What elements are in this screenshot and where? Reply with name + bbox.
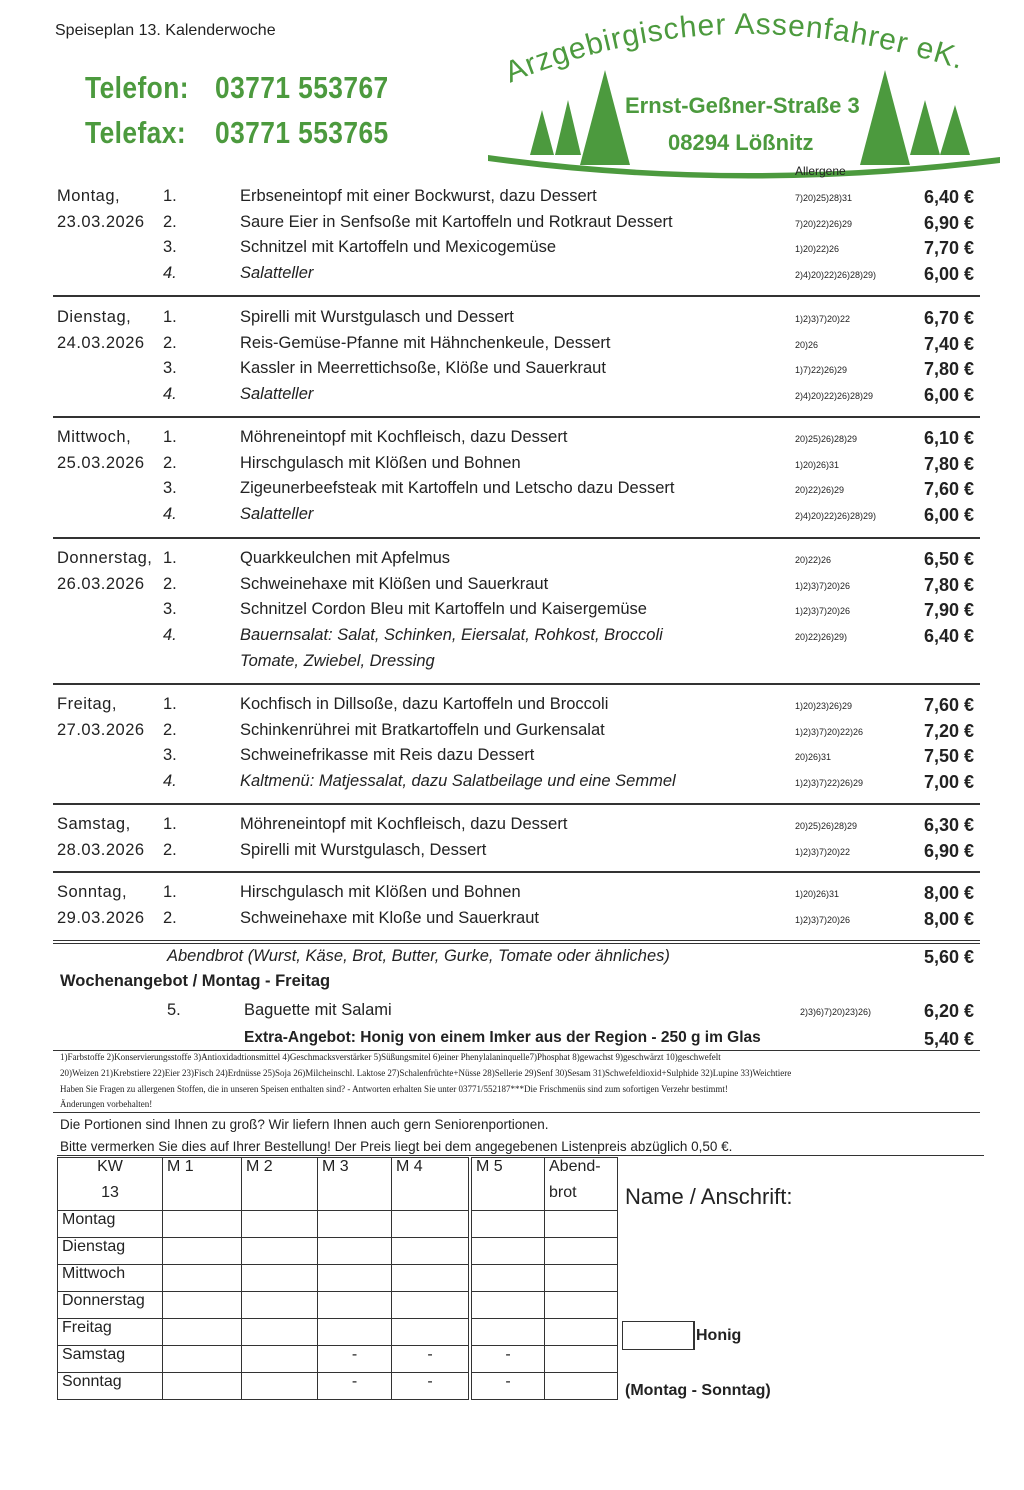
order-form-table bbox=[57, 1157, 618, 1400]
order-quantity-cell[interactable] bbox=[163, 1292, 242, 1319]
item-number: 4. bbox=[163, 385, 177, 404]
item-number: 4. bbox=[163, 505, 177, 524]
menu-item-row bbox=[0, 883, 1024, 907]
day-date: 23.03.2026 bbox=[57, 212, 145, 231]
divider bbox=[57, 1155, 984, 1156]
dish-name: Reis-Gemüse-Pfanne mit Hähnchenkeule, Dessert bbox=[240, 333, 611, 352]
item-number: 4. bbox=[163, 772, 177, 791]
honig-label: Honig bbox=[696, 1327, 742, 1344]
item-number: 2. bbox=[163, 840, 177, 859]
wochenangebot-allergens: 2)3)6)7)20)23)26) bbox=[800, 1007, 872, 1017]
order-quantity-cell[interactable] bbox=[242, 1265, 318, 1292]
allergen-codes: 1)2)3)7)20)26 bbox=[795, 580, 851, 591]
order-quantity-cell[interactable] bbox=[242, 1373, 318, 1400]
price: 7,40 € bbox=[923, 333, 974, 354]
price: 7,60 € bbox=[923, 695, 974, 715]
order-abendbrot-cell[interactable] bbox=[545, 1373, 618, 1400]
brot-label: brot bbox=[549, 1184, 577, 1201]
dish-name: Salatteller bbox=[240, 505, 314, 524]
item-number: 3. bbox=[163, 600, 177, 619]
order-day: Mittwoch bbox=[58, 1265, 163, 1292]
day-divider bbox=[53, 683, 980, 685]
order-row bbox=[58, 1373, 618, 1400]
day-divider bbox=[53, 803, 980, 805]
menu-item-row bbox=[0, 264, 1024, 288]
item-number: 4. bbox=[163, 264, 177, 283]
menu-item-row bbox=[0, 213, 1024, 237]
allergen-codes: 1)2)3)7)20)22)26 bbox=[795, 726, 864, 737]
abendbrot-row bbox=[0, 947, 1024, 971]
day-name: Donnerstag, bbox=[57, 549, 153, 567]
item-number: 2. bbox=[163, 453, 177, 472]
order-quantity-cell[interactable] bbox=[470, 1211, 545, 1238]
telefon-number: 03771 553767 bbox=[215, 70, 389, 105]
order-abendbrot-cell[interactable] bbox=[545, 1211, 618, 1238]
allergen-codes: 2)4)20)22)26)28)29) bbox=[795, 270, 877, 281]
kw-label: KW bbox=[97, 1158, 123, 1175]
allergen-codes: 1)7)22)26)29 bbox=[795, 365, 848, 376]
day-divider bbox=[53, 416, 980, 418]
order-abendbrot-cell[interactable] bbox=[545, 1238, 618, 1265]
menu-item-row bbox=[0, 479, 1024, 503]
day-name: Sonntag, bbox=[57, 883, 128, 901]
price: 6,30 € bbox=[923, 815, 974, 835]
menu-item-row bbox=[0, 841, 1024, 865]
price: 8,00 € bbox=[923, 908, 974, 929]
menu-item-row bbox=[0, 238, 1024, 262]
dish-name: Hirschgulasch mit Klößen und Bohnen bbox=[240, 453, 521, 472]
order-quantity-cell[interactable] bbox=[392, 1319, 471, 1346]
dish-name: Spirelli mit Wurstgulasch und Dessert bbox=[240, 308, 514, 326]
price: 7,70 € bbox=[923, 238, 974, 259]
extra-price: 5,40 € bbox=[923, 1029, 974, 1049]
dish-name: Möhreneintopf mit Kochfleisch, dazu Dessert bbox=[240, 815, 568, 833]
order-day: Dienstag bbox=[58, 1238, 163, 1265]
day-date: 29.03.2026 bbox=[57, 908, 145, 927]
logo-street: Ernst-Geßner-Straße 3 bbox=[625, 93, 860, 118]
item-number: 3. bbox=[163, 359, 177, 378]
order-row bbox=[58, 1292, 618, 1319]
order-quantity-cell[interactable]: - bbox=[318, 1346, 392, 1373]
order-quantity-cell[interactable] bbox=[242, 1346, 318, 1373]
order-quantity-cell[interactable] bbox=[318, 1265, 392, 1292]
kw-value: 13 bbox=[101, 1184, 119, 1201]
allergen-codes: 20)26 bbox=[795, 339, 819, 350]
dish-name: Schinkenrührei mit Bratkartoffeln und Gurkensalat bbox=[240, 720, 605, 739]
order-quantity-cell[interactable]: - bbox=[470, 1346, 545, 1373]
order-quantity-cell[interactable] bbox=[163, 1346, 242, 1373]
item-number: 2. bbox=[163, 333, 177, 352]
allergen-codes: 1)20)26)31 bbox=[795, 459, 840, 470]
footnote-line: Änderungen vorbehalten! bbox=[60, 1099, 153, 1109]
order-abendbrot-cell[interactable] bbox=[545, 1265, 618, 1292]
item-number: 1. bbox=[163, 187, 177, 205]
price: 7,50 € bbox=[923, 746, 974, 767]
item-number: 2. bbox=[163, 574, 177, 593]
kw-cell bbox=[58, 1158, 163, 1211]
day-date: 25.03.2026 bbox=[57, 453, 145, 472]
abend-label: Abend- bbox=[549, 1158, 601, 1175]
dish-name: Schnitzel Cordon Bleu mit Kartoffeln und Kaisergemüse bbox=[240, 600, 647, 619]
dish-name: Kassler in Meerrettichsoße, Klöße und Sauerkraut bbox=[240, 359, 606, 378]
abendbrot-text: Abendbrot (Wurst, Käse, Brot, Butter, Gurke, Tomate oder ähnliches) bbox=[167, 947, 670, 965]
allergen-codes: 20)22)26 bbox=[795, 555, 832, 565]
price: 6,10 € bbox=[923, 428, 974, 448]
col-header-abendbrot bbox=[545, 1158, 618, 1211]
item-number: 2. bbox=[163, 212, 177, 231]
telefax-number: 03771 553765 bbox=[215, 115, 389, 150]
order-quantity-cell[interactable] bbox=[470, 1238, 545, 1265]
allergen-codes: 1)20)26)31 bbox=[795, 889, 840, 899]
menu-item-row bbox=[0, 549, 1024, 573]
item-number: 3. bbox=[163, 238, 177, 257]
allergen-codes: 1)2)3)7)20)26 bbox=[795, 914, 851, 925]
dish-name: Quarkkeulchen mit Apfelmus bbox=[240, 549, 451, 567]
order-quantity-cell[interactable]: - bbox=[392, 1346, 471, 1373]
price: 8,00 € bbox=[923, 883, 974, 903]
col-header: M 5 bbox=[470, 1158, 545, 1211]
order-quantity-cell[interactable] bbox=[163, 1265, 242, 1292]
item-number: 1. bbox=[163, 695, 177, 713]
order-quantity-cell[interactable] bbox=[242, 1211, 318, 1238]
menu-item-row bbox=[0, 385, 1024, 409]
day-name: Freitag, bbox=[57, 695, 117, 713]
dish-name: Kochfisch in Dillsoße, dazu Kartoffeln und Broccoli bbox=[240, 695, 609, 713]
dish-name: Salatteller bbox=[240, 264, 314, 283]
order-quantity-cell[interactable] bbox=[163, 1373, 242, 1400]
company-logo bbox=[480, 5, 1010, 190]
dish-name: Saure Eier in Senfsoße mit Kartoffeln und Rotkraut Dessert bbox=[240, 212, 673, 231]
order-quantity-cell[interactable] bbox=[318, 1238, 392, 1265]
telefax-label: Telefax: bbox=[85, 115, 187, 150]
order-row bbox=[58, 1238, 618, 1265]
price: 7,80 € bbox=[923, 574, 974, 595]
menu-item-row bbox=[0, 187, 1024, 211]
allergen-codes: 1)2)3)7)20)22 bbox=[795, 846, 851, 857]
footnote-line: 1)Farbstoffe 2)Konservierungsstoffe 3)Antioxidadtionsmittel 4)Geschmacksverstärker 5)Süßungsmitel 6)einer Phenylalaninquelle7)Phosphat 8)gewachst 9)geschwärzt 10)geschwefelt bbox=[60, 1052, 721, 1062]
order-row bbox=[58, 1265, 618, 1292]
item-number: 3. bbox=[163, 746, 177, 765]
dish-name: Zigeunerbeefsteak mit Kartoffeln und Letscho dazu Dessert bbox=[240, 479, 675, 498]
price: 6,70 € bbox=[923, 308, 974, 328]
allergen-codes: 20)26)31 bbox=[795, 752, 832, 763]
menu-item-row bbox=[0, 505, 1024, 529]
price: 6,90 € bbox=[923, 840, 974, 861]
price: 7,80 € bbox=[923, 453, 974, 474]
item-number: 1. bbox=[163, 308, 177, 326]
price: 7,20 € bbox=[923, 720, 974, 741]
allergene-header: Allergene bbox=[795, 164, 846, 178]
order-quantity-cell[interactable] bbox=[163, 1319, 242, 1346]
allergen-codes: 20)25)26)28)29 bbox=[795, 434, 858, 444]
order-quantity-cell[interactable] bbox=[318, 1292, 392, 1319]
order-day: Freitag bbox=[58, 1319, 163, 1346]
dish-name: Schweinehaxe mit Kloße und Sauerkraut bbox=[240, 908, 539, 927]
menu-item-row bbox=[0, 746, 1024, 770]
order-quantity-cell[interactable] bbox=[318, 1211, 392, 1238]
order-day: Samstag bbox=[58, 1346, 163, 1373]
menu-item-row bbox=[0, 308, 1024, 332]
allergen-codes: 7)20)22)26)29 bbox=[795, 218, 853, 229]
price: 6,00 € bbox=[923, 264, 974, 285]
divider bbox=[53, 1050, 980, 1051]
order-quantity-cell[interactable] bbox=[470, 1265, 545, 1292]
menu-item-row bbox=[0, 626, 1024, 670]
order-quantity-cell[interactable] bbox=[242, 1319, 318, 1346]
day-date: 24.03.2026 bbox=[57, 333, 145, 352]
col-header: M 3 bbox=[318, 1158, 392, 1211]
dish-name: Kaltmenü: Matjessalat, dazu Salatbeilage und eine Semmel bbox=[240, 772, 676, 791]
footnote-line: 20)Weizen 21)Krebstiere 22)Eier 23)Fisch 24)Erdnüsse 25)Soja 26)Milcheinschl. Laktose 27)Schalenfrüchte+Nüsse 28)Sellerie 29)Senf 30)Sesam 31)Schwefeldioxid+Sulphide 32)Lupine 33)Weichtiere bbox=[60, 1068, 792, 1078]
order-quantity-cell[interactable] bbox=[470, 1319, 545, 1346]
price: 7,90 € bbox=[923, 600, 974, 621]
day-name: Montag, bbox=[57, 187, 121, 205]
wochenangebot-dish: Baguette mit Salami bbox=[244, 1001, 392, 1019]
day-divider bbox=[53, 940, 980, 944]
item-number: 1. bbox=[163, 815, 177, 833]
day-divider bbox=[53, 537, 980, 539]
allergen-codes: 1)2)3)7)20)22 bbox=[795, 314, 851, 324]
order-quantity-cell[interactable] bbox=[163, 1211, 242, 1238]
order-quantity-cell[interactable] bbox=[392, 1238, 471, 1265]
menu-item-row bbox=[0, 359, 1024, 383]
dish-name: Erbseneintopf mit einer Bockwurst, dazu Dessert bbox=[240, 187, 597, 205]
day-name: Samstag, bbox=[57, 815, 131, 833]
menu-item-row bbox=[0, 428, 1024, 452]
day-name: Mittwoch, bbox=[57, 428, 132, 446]
price: 6,00 € bbox=[923, 505, 974, 526]
divider bbox=[53, 1112, 980, 1113]
day-divider bbox=[53, 295, 980, 297]
menu-item-row bbox=[0, 815, 1024, 839]
item-number: 2. bbox=[163, 720, 177, 739]
name-address-label: Name / Anschrift: bbox=[625, 1184, 793, 1209]
order-quantity-cell[interactable]: - bbox=[392, 1373, 471, 1400]
menu-item-row bbox=[0, 600, 1024, 624]
price: 7,60 € bbox=[923, 479, 974, 500]
extra-text: Extra-Angebot: Honig von einem Imker aus der Region - 250 g im Glas bbox=[244, 1029, 761, 1046]
allergen-codes: 20)25)26)28)29 bbox=[795, 821, 858, 831]
order-quantity-cell[interactable]: - bbox=[470, 1373, 545, 1400]
logo-company-name: Arzgebirgischer Assenfahrer eK. bbox=[500, 7, 969, 90]
price: 6,00 € bbox=[923, 385, 974, 406]
allergen-codes: 1)2)3)7)20)26 bbox=[795, 606, 851, 617]
col-header: M 1 bbox=[163, 1158, 242, 1211]
col-header: M 4 bbox=[392, 1158, 471, 1211]
menu-item-row bbox=[0, 334, 1024, 358]
order-row bbox=[58, 1319, 618, 1346]
allergen-codes: 1)20)23)26)29 bbox=[795, 701, 853, 711]
item-number: 1. bbox=[163, 428, 177, 446]
dish-name: Möhreneintopf mit Kochfleisch, dazu Dessert bbox=[240, 428, 568, 446]
menu-item-row bbox=[0, 721, 1024, 745]
price: 6,40 € bbox=[923, 187, 974, 207]
order-quantity-cell[interactable] bbox=[470, 1292, 545, 1319]
order-abendbrot-cell[interactable] bbox=[545, 1292, 618, 1319]
dish-name: Spirelli mit Wurstgulasch, Dessert bbox=[240, 840, 487, 859]
honig-quantity-field[interactable] bbox=[622, 1321, 695, 1350]
dish-name: Schweinefrikasse mit Reis dazu Dessert bbox=[240, 746, 535, 765]
order-quantity-cell[interactable] bbox=[163, 1238, 242, 1265]
dish-name-continued: Tomate, Zwiebel, Dressing bbox=[240, 651, 435, 670]
footnote-line: Haben Sie Fragen zu allergenen Stoffen, die in unseren Speisen enthalten sind? - Antworten erhalten Sie unter 03771/552187***Die Frischmenüs sind zum sofortigen Verzehr bestimmt! bbox=[60, 1084, 728, 1094]
wochenangebot-price: 6,20 € bbox=[923, 1001, 974, 1021]
order-row bbox=[58, 1346, 618, 1373]
menu-item-row bbox=[0, 695, 1024, 719]
order-quantity-cell[interactable] bbox=[392, 1265, 471, 1292]
item-number: 3. bbox=[163, 479, 177, 498]
dish-name: Bauernsalat: Salat, Schinken, Eiersalat, Rohkost, Broccoli bbox=[240, 626, 663, 645]
order-day: Montag bbox=[58, 1211, 163, 1238]
allergen-codes: 1)20)22)26 bbox=[795, 244, 840, 255]
allergen-codes: 7)20)25)28)31 bbox=[795, 193, 853, 203]
menu-item-row bbox=[0, 772, 1024, 796]
allergen-codes: 2)4)20)22)26)28)29) bbox=[795, 511, 877, 522]
price: 6,90 € bbox=[923, 212, 974, 233]
dish-name: Salatteller bbox=[240, 385, 314, 404]
logo-city: 08294 Lößnitz bbox=[668, 130, 814, 155]
order-day: Sonntag bbox=[58, 1373, 163, 1400]
price: 7,00 € bbox=[923, 772, 974, 793]
day-divider bbox=[53, 871, 980, 873]
order-quantity-cell[interactable] bbox=[242, 1292, 318, 1319]
order-row bbox=[58, 1211, 618, 1238]
menu-item-row bbox=[0, 909, 1024, 933]
wochenangebot-number: 5. bbox=[167, 1001, 181, 1019]
item-number: 2. bbox=[163, 908, 177, 927]
allergen-codes: 20)22)26)29 bbox=[795, 485, 845, 496]
wochenangebot-title: Wochenangebot / Montag - Freitag bbox=[60, 972, 331, 990]
order-quantity-cell[interactable]: - bbox=[318, 1373, 392, 1400]
item-number: 1. bbox=[163, 883, 177, 901]
allergen-codes: 1)2)3)7)22)26)29 bbox=[795, 778, 864, 789]
dish-name: Schweinehaxe mit Klößen und Sauerkraut bbox=[240, 574, 549, 593]
week-label: (Montag - Sonntag) bbox=[625, 1382, 771, 1399]
col-header: M 2 bbox=[242, 1158, 318, 1211]
senior-text-2: Bitte vermerken Sie dies auf Ihrer Bestellung! Der Preis liegt bei dem angegebenen Listenpreis abzüglich 0,50 €. bbox=[60, 1139, 733, 1154]
dish-name: Schnitzel mit Kartoffeln und Mexicogemüse bbox=[240, 238, 557, 257]
price: 6,50 € bbox=[923, 549, 974, 569]
allergen-codes: 20)22)26)29) bbox=[795, 632, 848, 643]
price: 7,80 € bbox=[923, 359, 974, 380]
item-number: 4. bbox=[163, 626, 177, 645]
item-number: 1. bbox=[163, 549, 177, 567]
wochenangebot-row bbox=[0, 1001, 1024, 1025]
order-quantity-cell[interactable] bbox=[318, 1319, 392, 1346]
senior-text-1: Die Portionen sind Ihnen zu groß? Wir liefern Ihnen auch gern Seniorenportionen. bbox=[60, 1117, 549, 1132]
order-quantity-cell[interactable] bbox=[392, 1211, 471, 1238]
order-abendbrot-cell[interactable] bbox=[545, 1319, 618, 1346]
menu-item-row bbox=[0, 454, 1024, 478]
menu-item-row bbox=[0, 575, 1024, 599]
day-date: 27.03.2026 bbox=[57, 720, 145, 739]
price: 6,40 € bbox=[923, 626, 974, 647]
order-quantity-cell[interactable] bbox=[242, 1238, 318, 1265]
day-date: 26.03.2026 bbox=[57, 574, 145, 593]
day-date: 28.03.2026 bbox=[57, 840, 145, 859]
page-title: Speiseplan 13. Kalenderwoche bbox=[55, 22, 276, 39]
order-quantity-cell[interactable] bbox=[392, 1292, 471, 1319]
order-day: Donnerstag bbox=[58, 1292, 163, 1319]
dish-name: Hirschgulasch mit Klößen und Bohnen bbox=[240, 883, 521, 901]
telefon-label: Telefon: bbox=[85, 70, 189, 105]
abendbrot-price: 5,60 € bbox=[923, 947, 974, 967]
order-abendbrot-cell[interactable] bbox=[545, 1346, 618, 1373]
allergen-codes: 2)4)20)22)26)28)29 bbox=[795, 391, 874, 402]
day-name: Dienstag, bbox=[57, 308, 132, 326]
logo-hill bbox=[488, 155, 1000, 179]
